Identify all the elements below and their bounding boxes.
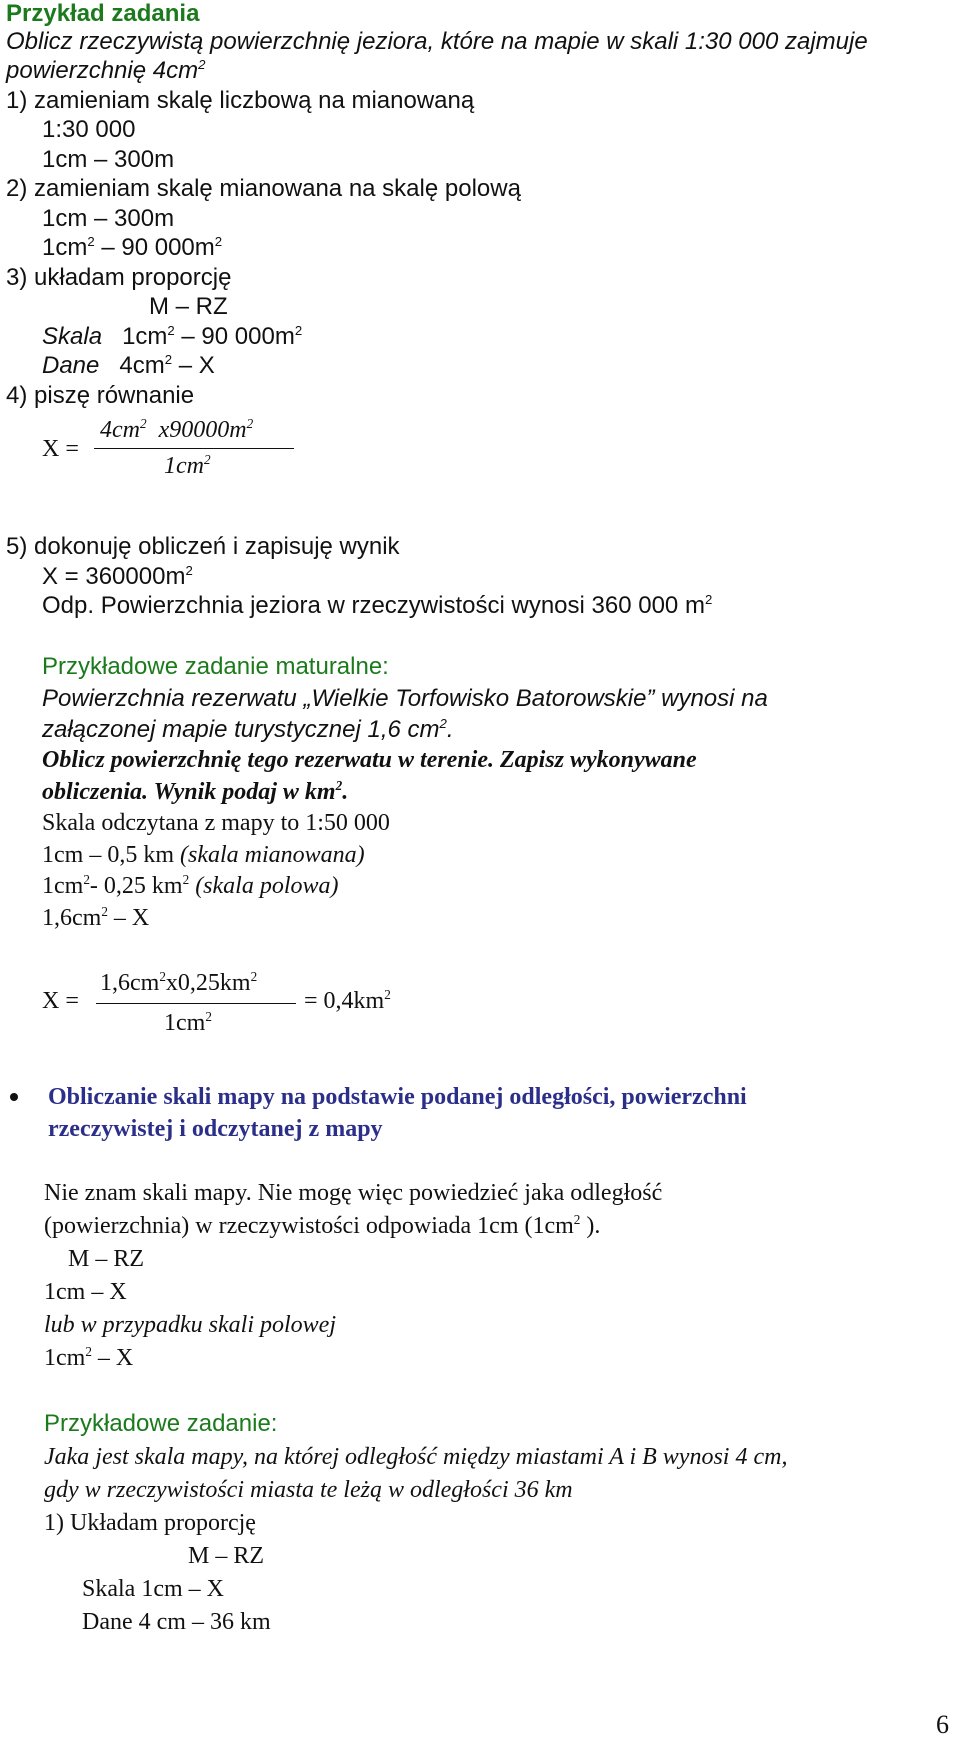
page-number: 6: [936, 1710, 949, 1739]
example-heading: Przykład zadania: [6, 0, 200, 27]
equation-result: = $0,4km^2$: [304, 987, 391, 1014]
proportion-row: Dane 4 cm – 36 km: [82, 1609, 271, 1635]
task-text: powierzchnię $4cm^2$: [6, 57, 206, 84]
task-text: załączonej mapie turystycznej 1,6 $cm^2$.: [42, 716, 454, 743]
paragraph: Nie znam skali mapy. Nie mogę więc powiedzieć jaka odległość: [44, 1180, 663, 1206]
area-scale: $1cm^2 - 90$ $000m^2$: [42, 234, 223, 261]
step-4: 4) piszę równanie: [6, 382, 195, 409]
named-scale: 1cm – 0,5 km (skala mianowana): [42, 842, 365, 868]
named-scale: 1cm – 300m: [42, 205, 175, 232]
task-text: Oblicz rzeczywistą powierzchnię jeziora, które na mapie w skali 1:30 000 zajmuje: [6, 28, 868, 55]
proportion-header: M – RZ: [188, 1543, 265, 1569]
task-text: gdy w rzeczywistości miasta te leżą w odległości 36 km: [44, 1477, 573, 1503]
proportion-row: 1cm – X: [44, 1279, 127, 1305]
step-1: 1) zamieniam skalę liczbową na mianowaną: [6, 87, 475, 114]
bullet-icon: [10, 1093, 18, 1101]
example-heading: Przykładowe zadanie maturalne:: [42, 653, 389, 680]
proportion-row: Dane $4cm^2$ – X: [42, 352, 215, 379]
section-title: rzeczywistej i odczytanej z mapy: [48, 1116, 383, 1142]
example-heading: Przykładowe zadanie:: [44, 1410, 278, 1437]
step-2: 2) zamieniam skalę mianowana na skalę polową: [6, 175, 521, 202]
task-instruction: obliczenia. Wynik podaj w $km^2$.: [42, 778, 349, 805]
proportion-header: M – RZ: [149, 293, 228, 320]
proportion-header: M – RZ: [68, 1246, 145, 1272]
result: $X = 360000m^2$: [42, 563, 193, 590]
equation-numerator: $1,6cm^2x0,25km^2$: [100, 969, 258, 996]
proportion-row: $1,6cm^2$ – X: [42, 904, 150, 931]
task-instruction: Oblicz powierzchnię tego rezerwatu w terenie. Zapisz wykonywane: [42, 747, 697, 773]
proportion-row: $1cm^2$ – X: [44, 1344, 134, 1371]
scale-line: Skala odczytana z mapy to 1:50 000: [42, 810, 390, 836]
equation-numerator: $4cm^2$ $x90000m^2$: [100, 416, 254, 443]
paragraph: (powierzchnia) w rzeczywistości odpowiada 1cm ($1cm^2$ ).: [44, 1212, 601, 1239]
section-title: Obliczanie skali mapy na podstawie podanej odległości, powierzchni: [48, 1084, 747, 1110]
fraction-bar: [96, 1003, 296, 1004]
numeric-scale: 1:30 000: [42, 116, 136, 143]
equation-denominator: $1cm^2$: [164, 1009, 212, 1036]
task-text: Powierzchnia rezerwatu „Wielkie Torfowisko Batorowskie” wynosi na: [42, 685, 768, 712]
equation-lhs: X =: [42, 988, 79, 1014]
proportion-row: Skala 1cm – X: [82, 1576, 224, 1602]
equation-denominator: $1cm^2$: [164, 452, 211, 479]
fraction-bar: [94, 448, 294, 449]
note: lub w przypadku skali polowej: [44, 1312, 336, 1338]
named-scale: 1cm – 300m: [42, 146, 175, 173]
equation-lhs: X =: [42, 436, 79, 462]
step-3: 3) układam proporcję: [6, 264, 232, 291]
step-1: 1) Układam proporcję: [44, 1510, 256, 1536]
task-text: Jaka jest skala mapy, na której odległość między miastami A i B wynosi 4 cm,: [44, 1444, 788, 1470]
proportion-row: Skala $1cm^2 - 90$ $000m^2$: [42, 323, 303, 350]
area-scale: $1cm^2-$ 0,25 $km^2$ (skala polowa): [42, 872, 339, 899]
step-5: 5) dokonuję obliczeń i zapisuję wynik: [6, 533, 400, 560]
answer: Odp. Powierzchnia jeziora w rzeczywistości wynosi 360 000 $m^2$: [42, 592, 713, 619]
